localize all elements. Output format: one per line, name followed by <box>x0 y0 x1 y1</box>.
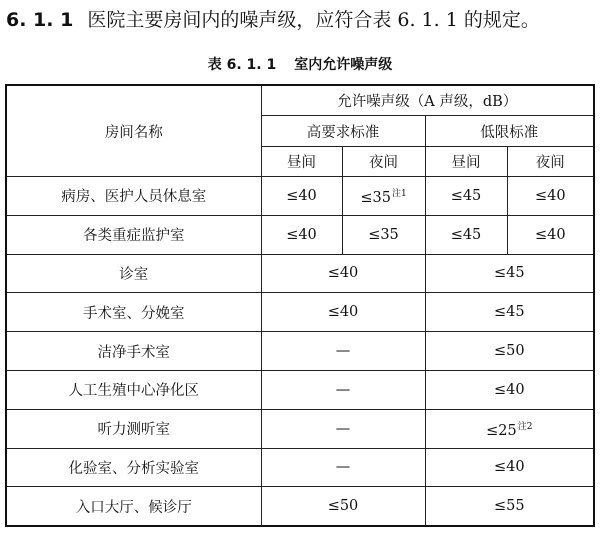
header-high-night: 夜间 <box>342 147 425 177</box>
room-name-cell: 手术室、分娩室 <box>6 293 261 332</box>
room-name-cell: 人工生殖中心净化区 <box>6 370 261 409</box>
table-row <box>6 254 594 293</box>
room-name-cell: 化验室、分析实验室 <box>6 448 261 487</box>
header-noise-level: 允许噪声级（A 声级，dB） <box>261 85 594 116</box>
footnote-marker: 注1 <box>391 188 407 199</box>
value-cell: ≤40 <box>507 177 594 216</box>
value-cell: ≤45 <box>425 293 594 332</box>
table-row <box>6 293 594 332</box>
room-name-cell: 入口大厅、候诊厅 <box>6 487 261 526</box>
value-cell: ≤45 <box>425 177 507 216</box>
room-name-cell: 诊室 <box>6 254 261 293</box>
footnote-marker: 注2 <box>517 421 533 432</box>
clause-number: 6. 1. 1 <box>6 9 74 31</box>
table-row <box>6 370 594 409</box>
value-cell: ≤50 <box>261 487 425 526</box>
room-name-cell: 洁净手术室 <box>6 332 261 371</box>
clause-paragraph <box>6 5 540 32</box>
value-cell: — <box>261 409 425 448</box>
table-caption-number: 表 6. 1. 1 <box>207 57 277 73</box>
value-cell: ≤40 <box>425 370 594 409</box>
header-high-day: 昼间 <box>261 147 342 177</box>
room-name-cell: 听力测听室 <box>6 409 261 448</box>
room-name-cell: 病房、医护人员休息室 <box>6 177 261 216</box>
header-low-standard: 低限标准 <box>425 116 594 147</box>
value-cell: ≤40 <box>425 448 594 487</box>
table-row <box>6 332 594 371</box>
value-cell: ≤50 <box>425 332 594 371</box>
table-caption-title: 室内允许噪声级 <box>294 57 393 73</box>
clause-text: 医院主要房间内的噪声级，应符合表 6. 1. 1 的规定。 <box>87 9 540 31</box>
value-cell: ≤35 <box>342 215 425 254</box>
header-high-standard: 高要求标准 <box>261 116 425 147</box>
value-cell: ≤40 <box>507 215 594 254</box>
table-row <box>6 448 594 487</box>
value-cell: ≤45 <box>425 215 507 254</box>
table-row <box>6 215 594 254</box>
value-cell: ≤40 <box>261 293 425 332</box>
value-cell <box>425 409 594 448</box>
value-cell: — <box>261 332 425 371</box>
value-cell: ≤45 <box>425 254 594 293</box>
value-cell: — <box>261 370 425 409</box>
table-caption <box>0 54 600 74</box>
value-cell: ≤40 <box>261 177 342 216</box>
header-low-night: 夜间 <box>507 147 594 177</box>
header-room-name: 房间名称 <box>6 85 261 177</box>
value-cell: ≤55 <box>425 487 594 526</box>
noise-level-table <box>5 84 595 527</box>
value-cell: ≤40 <box>261 215 342 254</box>
header-low-day: 昼间 <box>425 147 507 177</box>
table-row <box>6 487 594 526</box>
table-row <box>6 409 594 448</box>
value-cell <box>342 177 425 216</box>
room-name-cell: 各类重症监护室 <box>6 215 261 254</box>
value-text: ≤25 <box>486 422 517 439</box>
value-text: ≤35 <box>360 189 391 206</box>
value-cell: ≤40 <box>261 254 425 293</box>
table-row <box>6 177 594 216</box>
value-cell: — <box>261 448 425 487</box>
